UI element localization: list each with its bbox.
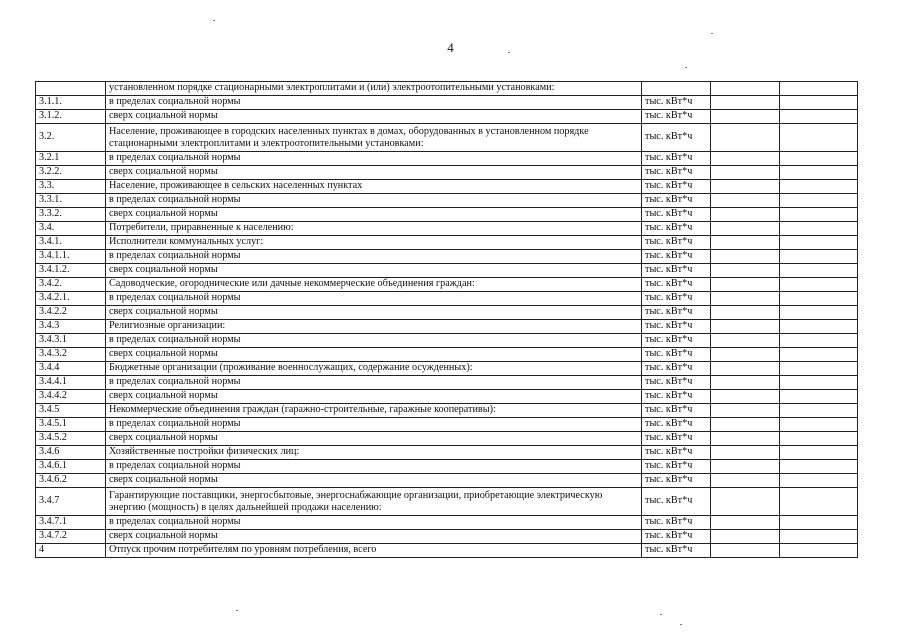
row-unit-cell: тыс. кВт*ч	[642, 390, 711, 404]
row-unit-cell: тыс. кВт*ч	[642, 152, 711, 166]
row-name-cell: сверх социальной нормы	[106, 110, 642, 124]
row-name-cell: в пределах социальной нормы	[106, 376, 642, 390]
row-name-cell: сверх социальной нормы	[106, 348, 642, 362]
table-row	[36, 516, 858, 530]
row-value-cell	[711, 348, 780, 362]
row-value-cell	[711, 264, 780, 278]
table-row	[36, 376, 858, 390]
table-row	[36, 180, 858, 194]
row-name-cell: в пределах социальной нормы	[106, 334, 642, 348]
row-value-cell	[711, 516, 780, 530]
row-name-cell: Население, проживающее в сельских населенных пунктах	[106, 180, 642, 194]
row-value-cell	[780, 432, 858, 446]
row-code-cell: 3.4.6.1	[36, 460, 106, 474]
row-value-cell	[711, 278, 780, 292]
row-name-cell: сверх социальной нормы	[106, 390, 642, 404]
page-number: 4	[447, 40, 454, 55]
row-value-cell	[780, 82, 858, 96]
row-value-cell	[711, 460, 780, 474]
row-value-cell	[711, 334, 780, 348]
row-unit-cell: тыс. кВт*ч	[642, 236, 711, 250]
row-value-cell	[711, 362, 780, 376]
table-row	[36, 264, 858, 278]
table-row	[36, 544, 858, 558]
row-value-cell	[711, 250, 780, 264]
table-row	[36, 488, 858, 516]
row-value-cell	[780, 544, 858, 558]
row-code-cell: 3.4.3.2	[36, 348, 106, 362]
row-value-cell	[711, 530, 780, 544]
row-value-cell	[780, 222, 858, 236]
table-row	[36, 96, 858, 110]
row-unit-cell	[642, 82, 711, 96]
row-value-cell	[780, 474, 858, 488]
row-code-cell: 3.4.3	[36, 320, 106, 334]
row-value-cell	[711, 236, 780, 250]
row-value-cell	[780, 390, 858, 404]
row-code-cell: 3.1.1.	[36, 96, 106, 110]
row-name-cell: Население, проживающее в городских населенных пунктах в домах, оборудованных в установленном порядке стационарными электроплитами и электроотопительными установками:	[106, 124, 642, 152]
scan-speck	[711, 33, 713, 34]
row-value-cell	[780, 376, 858, 390]
row-value-cell	[780, 446, 858, 460]
row-code-cell: 3.4.4.1	[36, 376, 106, 390]
tariff-table	[35, 81, 858, 558]
table-row	[36, 208, 858, 222]
row-value-cell	[780, 208, 858, 222]
row-unit-cell: тыс. кВт*ч	[642, 348, 711, 362]
row-value-cell	[780, 264, 858, 278]
row-name-cell: установленном порядке стационарными электроплитами и (или) электроотопительными установками:	[106, 82, 642, 96]
table-row	[36, 292, 858, 306]
row-unit-cell: тыс. кВт*ч	[642, 488, 711, 516]
row-unit-cell: тыс. кВт*ч	[642, 180, 711, 194]
row-value-cell	[780, 292, 858, 306]
row-unit-cell: тыс. кВт*ч	[642, 432, 711, 446]
table-row	[36, 404, 858, 418]
row-unit-cell: тыс. кВт*ч	[642, 222, 711, 236]
row-code-cell: 3.4.2.2	[36, 306, 106, 320]
row-name-cell: Бюджетные организации (проживание военнослужащих, содержание осужденных):	[106, 362, 642, 376]
table-body	[36, 82, 858, 558]
table-row	[36, 362, 858, 376]
row-value-cell	[711, 544, 780, 558]
row-unit-cell: тыс. кВт*ч	[642, 544, 711, 558]
row-value-cell	[711, 96, 780, 110]
row-unit-cell: тыс. кВт*ч	[642, 530, 711, 544]
table-row	[36, 222, 858, 236]
row-code-cell: 3.4.1.1.	[36, 250, 106, 264]
row-name-cell: в пределах социальной нормы	[106, 194, 642, 208]
row-code-cell: 3.4.1.2.	[36, 264, 106, 278]
row-code-cell: 3.4.2.1.	[36, 292, 106, 306]
row-unit-cell: тыс. кВт*ч	[642, 166, 711, 180]
row-code-cell: 3.2.2.	[36, 166, 106, 180]
row-value-cell	[780, 516, 858, 530]
table-row	[36, 166, 858, 180]
table-row	[36, 446, 858, 460]
row-unit-cell: тыс. кВт*ч	[642, 124, 711, 152]
row-name-cell: в пределах социальной нормы	[106, 418, 642, 432]
row-value-cell	[780, 418, 858, 432]
row-name-cell: сверх социальной нормы	[106, 166, 642, 180]
table-row	[36, 82, 858, 96]
row-value-cell	[711, 194, 780, 208]
row-code-cell: 3.4.5.1	[36, 418, 106, 432]
row-value-cell	[780, 166, 858, 180]
row-unit-cell: тыс. кВт*ч	[642, 516, 711, 530]
table-row	[36, 460, 858, 474]
row-code-cell: 4	[36, 544, 106, 558]
scan-speck	[213, 20, 215, 21]
row-unit-cell: тыс. кВт*ч	[642, 110, 711, 124]
row-code-cell: 3.4.4	[36, 362, 106, 376]
row-unit-cell: тыс. кВт*ч	[642, 320, 711, 334]
row-value-cell	[711, 404, 780, 418]
row-value-cell	[780, 124, 858, 152]
row-code-cell: 3.4.7	[36, 488, 106, 516]
row-value-cell	[780, 488, 858, 516]
row-unit-cell: тыс. кВт*ч	[642, 474, 711, 488]
row-value-cell	[780, 96, 858, 110]
row-value-cell	[780, 236, 858, 250]
row-name-cell: Религиозные организации:	[106, 320, 642, 334]
row-value-cell	[780, 278, 858, 292]
row-code-cell: 3.4.7.1	[36, 516, 106, 530]
row-code-cell: 3.4.6.2	[36, 474, 106, 488]
row-name-cell: в пределах социальной нормы	[106, 96, 642, 110]
table-row	[36, 390, 858, 404]
row-unit-cell: тыс. кВт*ч	[642, 208, 711, 222]
row-name-cell: Гарантирующие поставщики, энергосбытовые, энергоснабжающие организации, приобретающие электрическую энергию (мощность) в целях дальнейшей продажи населению:	[106, 488, 642, 516]
row-value-cell	[780, 348, 858, 362]
row-name-cell: в пределах социальной нормы	[106, 250, 642, 264]
row-unit-cell: тыс. кВт*ч	[642, 418, 711, 432]
row-value-cell	[711, 166, 780, 180]
row-unit-cell: тыс. кВт*ч	[642, 446, 711, 460]
table-row	[36, 110, 858, 124]
row-name-cell: в пределах социальной нормы	[106, 516, 642, 530]
row-name-cell: в пределах социальной нормы	[106, 292, 642, 306]
row-value-cell	[780, 320, 858, 334]
row-value-cell	[780, 334, 858, 348]
row-code-cell: 3.4.7.2	[36, 530, 106, 544]
row-name-cell: Исполнители коммунальных услуг:	[106, 236, 642, 250]
row-name-cell: сверх социальной нормы	[106, 306, 642, 320]
scan-speck	[680, 624, 682, 625]
row-value-cell	[780, 362, 858, 376]
row-value-cell	[711, 446, 780, 460]
row-name-cell: Некоммерческие объединения граждан (гаражно-строительные, гаражные кооперативы):	[106, 404, 642, 418]
table-row	[36, 334, 858, 348]
table-row	[36, 152, 858, 166]
row-value-cell	[780, 180, 858, 194]
row-name-cell: сверх социальной нормы	[106, 530, 642, 544]
row-value-cell	[711, 222, 780, 236]
row-value-cell	[711, 110, 780, 124]
row-code-cell: 3.4.5.2	[36, 432, 106, 446]
row-code-cell: 3.2.1	[36, 152, 106, 166]
row-value-cell	[711, 320, 780, 334]
row-unit-cell: тыс. кВт*ч	[642, 460, 711, 474]
row-value-cell	[711, 180, 780, 194]
row-unit-cell: тыс. кВт*ч	[642, 306, 711, 320]
row-name-cell: сверх социальной нормы	[106, 208, 642, 222]
table-row	[36, 236, 858, 250]
row-code-cell: 3.4.6	[36, 446, 106, 460]
table-row	[36, 348, 858, 362]
row-value-cell	[780, 404, 858, 418]
scan-speck	[508, 52, 510, 53]
row-value-cell	[780, 250, 858, 264]
row-unit-cell: тыс. кВт*ч	[642, 376, 711, 390]
row-value-cell	[780, 152, 858, 166]
table-row	[36, 432, 858, 446]
row-name-cell: сверх социальной нормы	[106, 474, 642, 488]
row-code-cell: 3.1.2.	[36, 110, 106, 124]
row-unit-cell: тыс. кВт*ч	[642, 404, 711, 418]
table-row	[36, 306, 858, 320]
row-value-cell	[780, 194, 858, 208]
row-value-cell	[711, 390, 780, 404]
row-unit-cell: тыс. кВт*ч	[642, 250, 711, 264]
row-name-cell: Садоводческие, огороднические или дачные некоммерческие объединения граждан:	[106, 278, 642, 292]
row-code-cell: 3.4.5	[36, 404, 106, 418]
row-value-cell	[711, 292, 780, 306]
row-value-cell	[711, 306, 780, 320]
scan-speck	[685, 67, 687, 68]
row-unit-cell: тыс. кВт*ч	[642, 362, 711, 376]
row-value-cell	[711, 82, 780, 96]
row-code-cell: 3.3.	[36, 180, 106, 194]
row-value-cell	[711, 376, 780, 390]
row-value-cell	[711, 418, 780, 432]
row-code-cell: 3.4.	[36, 222, 106, 236]
row-code-cell: 3.2.	[36, 124, 106, 152]
scan-speck	[660, 614, 662, 615]
row-name-cell: Отпуск прочим потребителям по уровням потребления, всего	[106, 544, 642, 558]
row-name-cell: Хозяйственные постройки физических лиц:	[106, 446, 642, 460]
row-code-cell	[36, 82, 106, 96]
table-row	[36, 320, 858, 334]
table-row	[36, 250, 858, 264]
table-row	[36, 530, 858, 544]
row-name-cell: сверх социальной нормы	[106, 264, 642, 278]
row-value-cell	[711, 208, 780, 222]
row-code-cell: 3.3.2.	[36, 208, 106, 222]
row-value-cell	[711, 474, 780, 488]
table-row	[36, 418, 858, 432]
row-name-cell: Потребители, приравненные к населению:	[106, 222, 642, 236]
row-unit-cell: тыс. кВт*ч	[642, 96, 711, 110]
table-row	[36, 474, 858, 488]
row-value-cell	[711, 124, 780, 152]
row-unit-cell: тыс. кВт*ч	[642, 264, 711, 278]
row-code-cell: 3.4.3.1	[36, 334, 106, 348]
row-unit-cell: тыс. кВт*ч	[642, 334, 711, 348]
row-value-cell	[780, 530, 858, 544]
table-row	[36, 194, 858, 208]
row-unit-cell: тыс. кВт*ч	[642, 194, 711, 208]
row-value-cell	[711, 432, 780, 446]
table-row	[36, 124, 858, 152]
row-code-cell: 3.3.1.	[36, 194, 106, 208]
row-name-cell: в пределах социальной нормы	[106, 460, 642, 474]
scan-speck	[236, 610, 238, 611]
row-unit-cell: тыс. кВт*ч	[642, 292, 711, 306]
row-code-cell: 3.4.1.	[36, 236, 106, 250]
row-value-cell	[780, 460, 858, 474]
row-name-cell: сверх социальной нормы	[106, 432, 642, 446]
row-value-cell	[780, 306, 858, 320]
row-code-cell: 3.4.2.	[36, 278, 106, 292]
row-value-cell	[711, 488, 780, 516]
row-value-cell	[780, 110, 858, 124]
row-unit-cell: тыс. кВт*ч	[642, 278, 711, 292]
row-code-cell: 3.4.4.2	[36, 390, 106, 404]
row-name-cell: в пределах социальной нормы	[106, 152, 642, 166]
row-value-cell	[711, 152, 780, 166]
table-row	[36, 278, 858, 292]
